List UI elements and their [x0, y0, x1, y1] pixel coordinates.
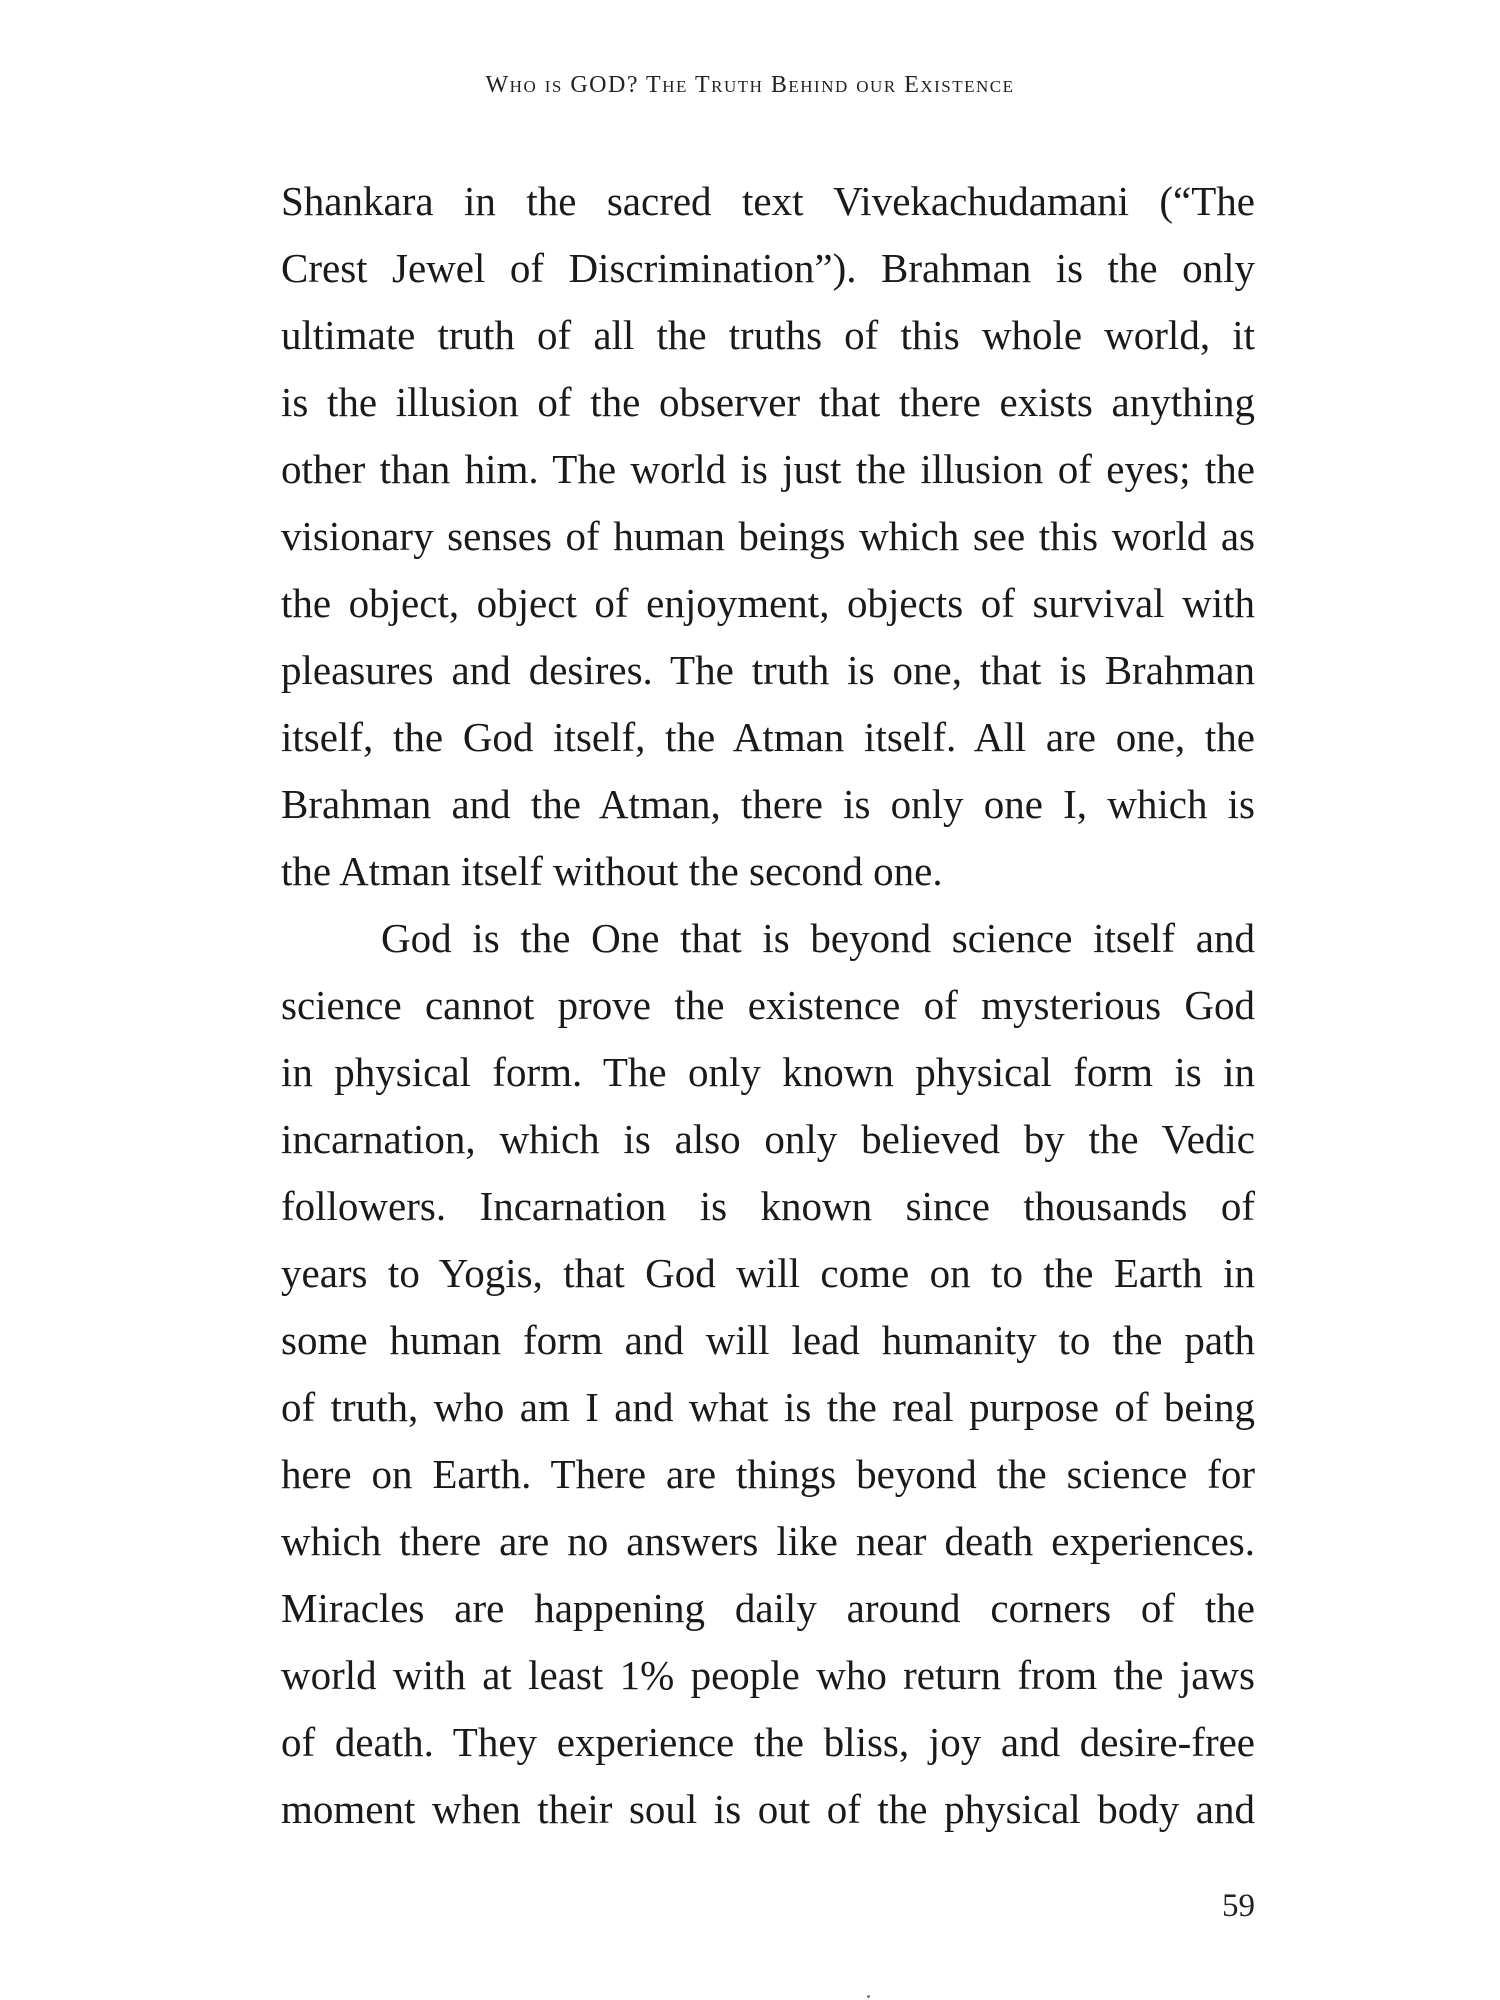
text-line: which there are no answers like near death experiences.	[281, 1518, 1255, 1564]
text-line: of death. They experience the bliss, joy and desire-free	[281, 1719, 1255, 1765]
text-line: visionary senses of human beings which see this world as	[281, 513, 1255, 559]
text-line: other than him. The world is just the illusion of eyes; the	[281, 446, 1255, 492]
scan-speck	[867, 1995, 870, 1998]
text-line: years to Yogis, that God will come on to the Earth in	[281, 1250, 1255, 1296]
text-line: God is the One that is beyond science itself and	[381, 915, 1255, 961]
text-line: the Atman itself without the second one.	[281, 848, 943, 894]
text-line: world with at least 1% people who return from the jaws	[281, 1652, 1255, 1698]
text-line: Miracles are happening daily around corners of the	[281, 1585, 1255, 1631]
text-line: science cannot prove the existence of mysterious God	[281, 982, 1255, 1028]
body-text	[281, 168, 1255, 1843]
text-line: pleasures and desires. The truth is one, that is Brahman	[281, 647, 1255, 693]
page-number: 59	[1222, 1888, 1255, 1924]
text-line: here on Earth. There are things beyond the science for	[281, 1451, 1255, 1497]
running-head: Who is GOD? The Truth Behind our Existence	[485, 72, 1015, 98]
text-line: is the illusion of the observer that there exists anything	[281, 379, 1255, 425]
text-line: of truth, who am I and what is the real purpose of being	[281, 1384, 1255, 1430]
text-line: in physical form. The only known physical form is in	[281, 1049, 1255, 1095]
text-line: Brahman and the Atman, there is only one I, which is	[281, 781, 1255, 827]
text-line: Crest Jewel of Discrimination”). Brahman is the only	[281, 245, 1255, 291]
text-line: some human form and will lead humanity to the path	[281, 1317, 1255, 1363]
text-line: Shankara in the sacred text Vivekachudamani (“The	[281, 178, 1255, 224]
text-line: moment when their soul is out of the physical body and	[281, 1786, 1255, 1832]
text-line: the object, object of enjoyment, objects of survival with	[281, 580, 1255, 626]
text-line: followers. Incarnation is known since thousands of	[281, 1183, 1255, 1229]
text-line: incarnation, which is also only believed by the Vedic	[281, 1116, 1255, 1162]
text-line: itself, the God itself, the Atman itself. All are one, the	[281, 714, 1255, 760]
text-line: ultimate truth of all the truths of this whole world, it	[281, 312, 1255, 358]
